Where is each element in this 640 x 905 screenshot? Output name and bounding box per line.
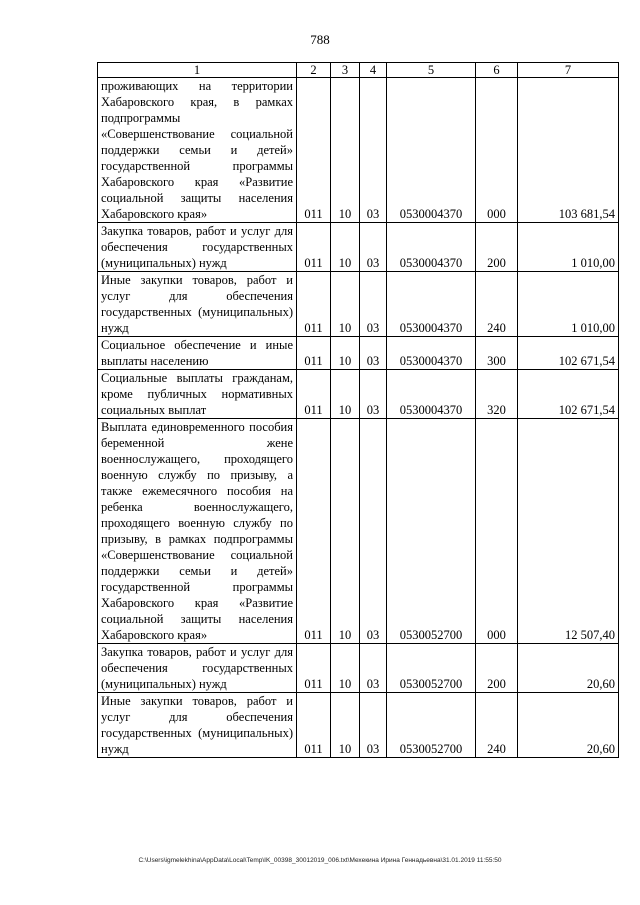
cell-type: 240 <box>476 693 518 758</box>
row-name: Социальное обеспечение и иные выплаты населению <box>98 337 297 370</box>
cell-target: 0530004370 <box>387 337 476 370</box>
cell-code: 011 <box>297 370 331 419</box>
row-name: Закупка товаров, работ и услуг для обеспечения государственных (муниципальных) нужд <box>98 223 297 272</box>
cell-type: 240 <box>476 272 518 337</box>
cell-amount: 103 681,54 <box>518 78 619 223</box>
cell-subsection: 03 <box>360 419 387 644</box>
page-number: 788 <box>310 32 330 47</box>
table-row <box>98 419 619 644</box>
cell-code: 011 <box>297 644 331 693</box>
cell-subsection: 03 <box>360 223 387 272</box>
cell-target: 0530052700 <box>387 693 476 758</box>
column-header: 7 <box>518 63 619 78</box>
column-header: 1 <box>98 63 297 78</box>
table-row <box>98 693 619 758</box>
table-row <box>98 644 619 693</box>
column-header: 4 <box>360 63 387 78</box>
cell-amount: 20,60 <box>518 644 619 693</box>
cell-amount: 102 671,54 <box>518 370 619 419</box>
cell-section: 10 <box>331 223 360 272</box>
table-header-row <box>98 63 619 78</box>
cell-subsection: 03 <box>360 644 387 693</box>
row-name: Социальные выплаты гражданам, кроме публичных нормативных социальных выплат <box>98 370 297 419</box>
table-row <box>98 78 619 223</box>
table-row <box>98 223 619 272</box>
cell-subsection: 03 <box>360 272 387 337</box>
cell-section: 10 <box>331 78 360 223</box>
budget-table <box>97 62 619 758</box>
cell-subsection: 03 <box>360 693 387 758</box>
cell-type: 200 <box>476 644 518 693</box>
cell-type: 200 <box>476 223 518 272</box>
cell-subsection: 03 <box>360 370 387 419</box>
row-name: Иные закупки товаров, работ и услуг для обеспечения государственных (муниципальных) нужд <box>98 693 297 758</box>
cell-target: 0530052700 <box>387 644 476 693</box>
column-header: 5 <box>387 63 476 78</box>
cell-subsection: 03 <box>360 337 387 370</box>
column-header: 3 <box>331 63 360 78</box>
cell-code: 011 <box>297 419 331 644</box>
cell-type: 000 <box>476 78 518 223</box>
cell-target: 0530004370 <box>387 272 476 337</box>
cell-code: 011 <box>297 223 331 272</box>
cell-section: 10 <box>331 370 360 419</box>
cell-target: 0530004370 <box>387 223 476 272</box>
row-name: Иные закупки товаров, работ и услуг для обеспечения государственных (муниципальных) нужд <box>98 272 297 337</box>
table-row <box>98 337 619 370</box>
column-header: 2 <box>297 63 331 78</box>
cell-code: 011 <box>297 78 331 223</box>
cell-section: 10 <box>331 644 360 693</box>
cell-code: 011 <box>297 693 331 758</box>
row-name: Закупка товаров, работ и услуг для обеспечения государственных (муниципальных) нужд <box>98 644 297 693</box>
cell-section: 10 <box>331 337 360 370</box>
cell-code: 011 <box>297 337 331 370</box>
file-path-footer: C:\Users\igmelekhina\AppData\Local\Temp\IK_00398_30012019_006.txt\Мехекина Ирина Геннадьевна\31.01.2019 11:55:50 <box>138 857 502 864</box>
row-name: проживающих на территории Хабаровского края, в рамках подпрограммы «Совершенствование социальной поддержки семьи и детей» государственной программы Хабаровского края «Развитие социальной защиты населения Хабаровского края» <box>98 78 297 223</box>
cell-section: 10 <box>331 272 360 337</box>
cell-amount: 12 507,40 <box>518 419 619 644</box>
cell-amount: 102 671,54 <box>518 337 619 370</box>
cell-target: 0530004370 <box>387 78 476 223</box>
cell-type: 300 <box>476 337 518 370</box>
cell-section: 10 <box>331 419 360 644</box>
column-header: 6 <box>476 63 518 78</box>
cell-target: 0530052700 <box>387 419 476 644</box>
cell-amount: 20,60 <box>518 693 619 758</box>
table-row <box>98 370 619 419</box>
cell-amount: 1 010,00 <box>518 223 619 272</box>
cell-target: 0530004370 <box>387 370 476 419</box>
cell-type: 000 <box>476 419 518 644</box>
cell-amount: 1 010,00 <box>518 272 619 337</box>
table-row <box>98 272 619 337</box>
row-name: Выплата единовременного пособия беременной жене военнослужащего, проходящего военную службу по призыву, а также ежемесячного пособия на ребенка военнослужащего, проходящего военную службу по призыву, в рамках подпрограммы «Совершенствование социальной поддержки семьи и детей» государственной программы Хабаровского края «Развитие социальной защиты населения Хабаровского края» <box>98 419 297 644</box>
cell-section: 10 <box>331 693 360 758</box>
cell-code: 011 <box>297 272 331 337</box>
cell-type: 320 <box>476 370 518 419</box>
cell-subsection: 03 <box>360 78 387 223</box>
